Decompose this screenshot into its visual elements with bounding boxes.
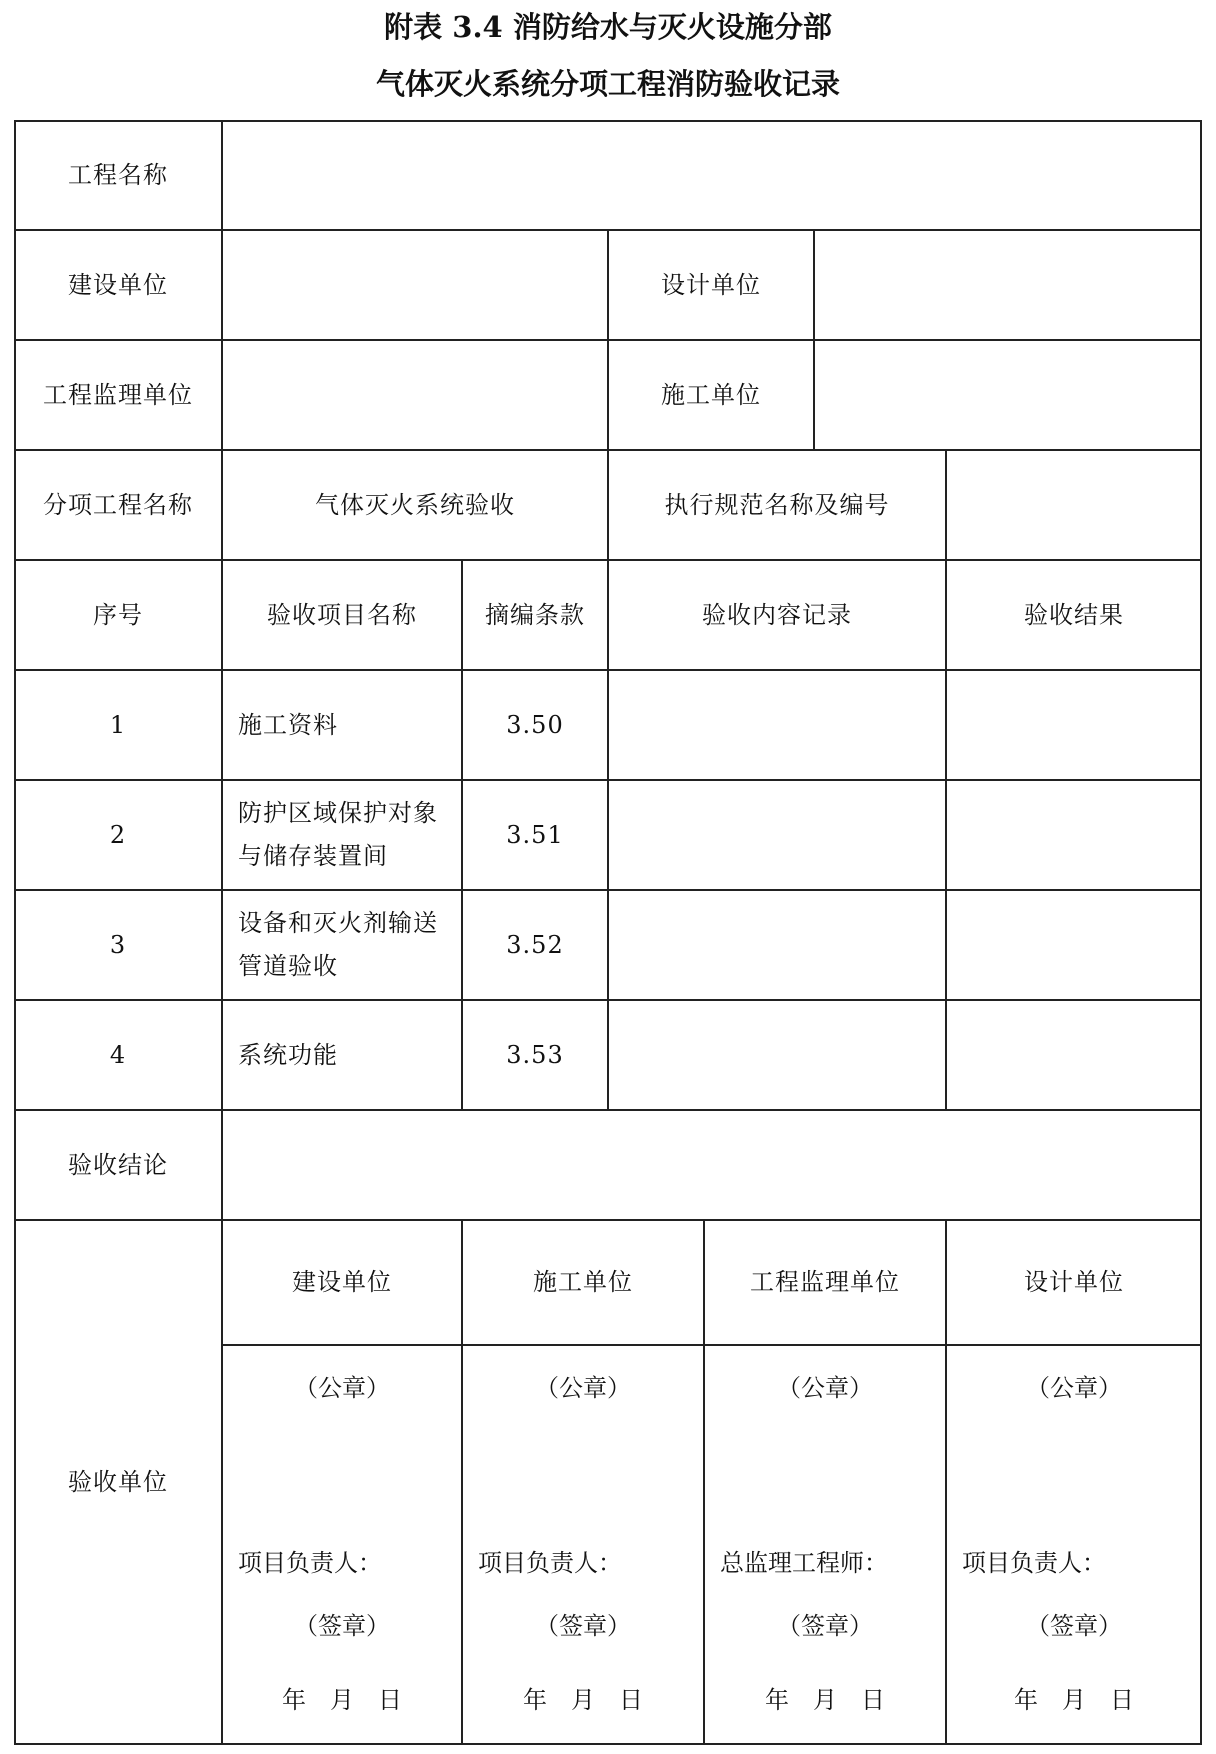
item-name-line2: 与储存装置间 bbox=[238, 842, 388, 870]
item-content-field[interactable] bbox=[608, 670, 946, 780]
contractor-field[interactable] bbox=[814, 340, 1202, 450]
item-content-field[interactable] bbox=[608, 1000, 946, 1110]
document-title-line2: 气体灭火系统分项工程消防验收记录 bbox=[375, 67, 840, 101]
item-clause: 3.52 bbox=[506, 930, 564, 959]
column-header-result: 验收结果 bbox=[1024, 600, 1124, 629]
date-placeholder: 年 月 日 bbox=[282, 1686, 402, 1714]
owner-field[interactable] bbox=[222, 230, 608, 340]
date-placeholder: 年 月 日 bbox=[523, 1686, 643, 1714]
supervisor-field[interactable] bbox=[222, 340, 608, 450]
item-clause: 3.53 bbox=[506, 1040, 564, 1069]
item-name bbox=[222, 890, 462, 1000]
item-clause: 3.51 bbox=[506, 820, 564, 849]
item-name bbox=[222, 1000, 462, 1110]
subitem-label: 分项工程名称 bbox=[43, 490, 193, 519]
item-seq: 2 bbox=[109, 820, 127, 849]
sign-placeholder: （签章） bbox=[777, 1612, 873, 1640]
unit-name: 工程监理单位 bbox=[750, 1268, 900, 1296]
date-placeholder: 年 月 日 bbox=[765, 1686, 885, 1714]
unit-name: 建设单位 bbox=[292, 1268, 392, 1296]
date-placeholder: 年 月 日 bbox=[1014, 1686, 1134, 1714]
item-content-field[interactable] bbox=[608, 780, 946, 890]
supervisor-label: 工程监理单位 bbox=[43, 380, 193, 409]
column-header-item-name: 验收项目名称 bbox=[267, 600, 417, 629]
item-seq: 1 bbox=[109, 710, 127, 739]
contractor-label: 施工单位 bbox=[661, 380, 761, 409]
item-name-line1: 防护区域保护对象 bbox=[238, 799, 438, 827]
owner-label: 建设单位 bbox=[68, 270, 168, 299]
item-seq: 3 bbox=[109, 930, 127, 959]
item-name-line1: 设备和灭火剂输送 bbox=[238, 909, 438, 937]
project-name-label: 工程名称 bbox=[68, 160, 168, 189]
seal-placeholder: （公章） bbox=[777, 1374, 873, 1402]
item-name-line1: 系统功能 bbox=[238, 1040, 338, 1069]
signer-title: 项目负责人： bbox=[962, 1549, 1106, 1577]
column-header-clause: 摘编条款 bbox=[485, 600, 585, 629]
signer-title: 项目负责人： bbox=[478, 1549, 622, 1577]
document-title-line1: 附表 3.4 消防给水与灭火设施分部 bbox=[384, 10, 832, 44]
seal-placeholder: （公章） bbox=[1026, 1374, 1122, 1402]
item-result-field[interactable] bbox=[946, 780, 1202, 890]
acceptance-record-table bbox=[14, 120, 1202, 1745]
item-name-line2: 管道验收 bbox=[238, 952, 338, 980]
item-result-field[interactable] bbox=[946, 1000, 1202, 1110]
item-content-field[interactable] bbox=[608, 890, 946, 1000]
conclusion-label: 验收结论 bbox=[68, 1150, 168, 1179]
item-seq: 4 bbox=[109, 1040, 127, 1069]
item-name bbox=[222, 670, 462, 780]
sign-placeholder: （签章） bbox=[1026, 1612, 1122, 1640]
designer-label: 设计单位 bbox=[661, 270, 761, 299]
seal-placeholder: （公章） bbox=[294, 1374, 390, 1402]
item-name-line1: 施工资料 bbox=[238, 710, 338, 739]
item-name bbox=[222, 780, 462, 890]
sign-placeholder: （签章） bbox=[535, 1612, 631, 1640]
column-header-seq: 序号 bbox=[93, 600, 143, 629]
item-result-field[interactable] bbox=[946, 890, 1202, 1000]
unit-name: 施工单位 bbox=[533, 1268, 633, 1296]
acceptance-units-label: 验收单位 bbox=[68, 1468, 168, 1496]
designer-field[interactable] bbox=[814, 230, 1202, 340]
seal-placeholder: （公章） bbox=[535, 1374, 631, 1402]
project-name-field[interactable] bbox=[222, 120, 1202, 230]
subitem-value: 气体灭火系统验收 bbox=[315, 490, 515, 519]
signer-title: 项目负责人： bbox=[238, 1549, 382, 1577]
conclusion-field[interactable] bbox=[222, 1110, 1202, 1220]
standard-field[interactable] bbox=[946, 450, 1202, 560]
signer-title: 总监理工程师： bbox=[720, 1549, 888, 1577]
unit-name: 设计单位 bbox=[1024, 1268, 1124, 1296]
column-header-content: 验收内容记录 bbox=[702, 600, 852, 629]
standard-label: 执行规范名称及编号 bbox=[664, 490, 890, 519]
item-clause: 3.50 bbox=[506, 710, 564, 739]
item-result-field[interactable] bbox=[946, 670, 1202, 780]
sign-placeholder: （签章） bbox=[294, 1612, 390, 1640]
